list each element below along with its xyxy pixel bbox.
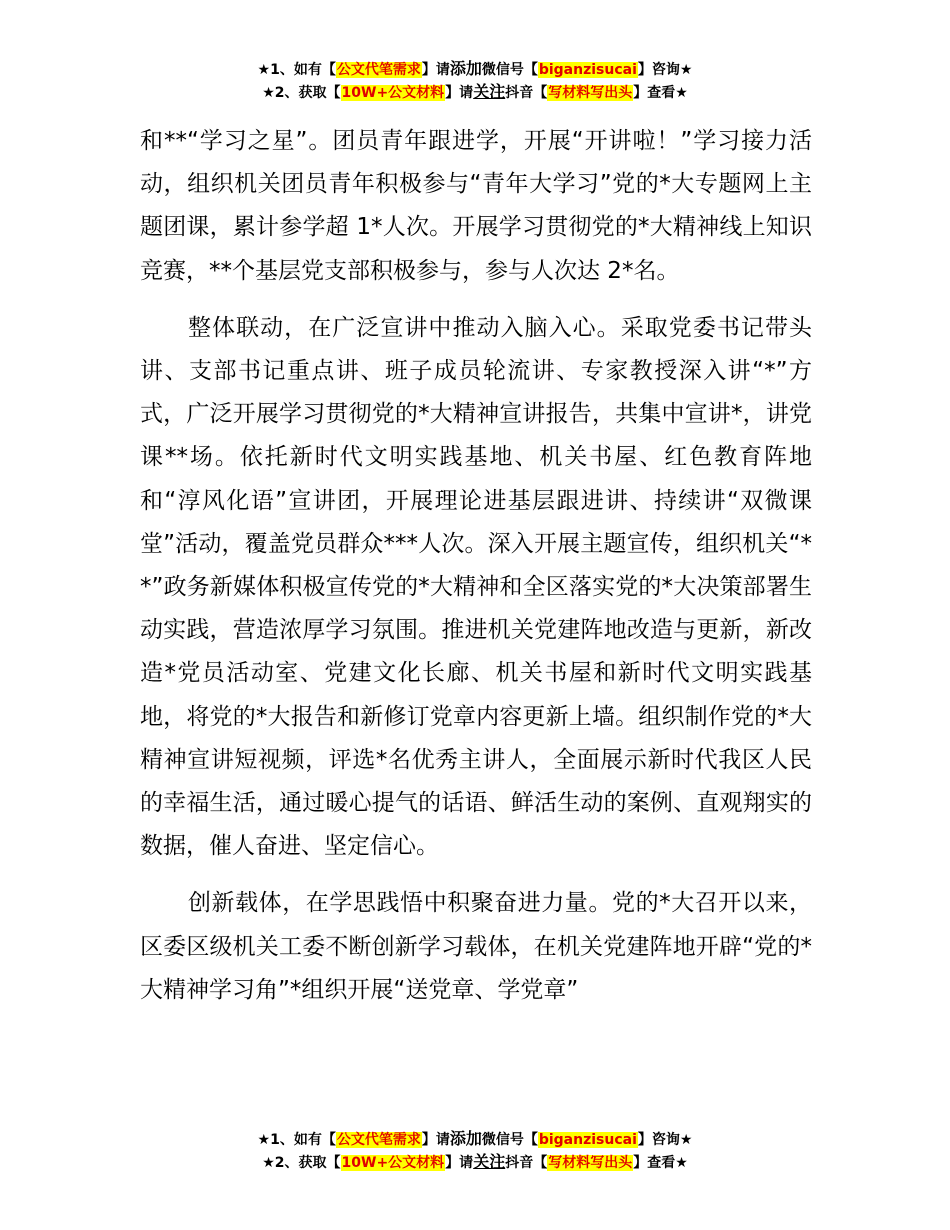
header-line-1-prefix: ★1、如有【 [257,62,336,78]
footer-highlight-wechat-id: biganzisucai [538,1132,637,1148]
header-highlight-ghostwriting: 公文代笔需求 [336,62,421,78]
header-line-2-emphasis: 关注 [473,82,506,101]
footer-line-2-text-2: 抖音【 [505,1155,548,1171]
footer-line-1-suffix: 】咨询★ [637,1132,693,1148]
header-line-1-suffix: 】咨询★ [637,62,693,78]
footer-line-1-prefix: ★1、如有【 [257,1132,336,1148]
footer-line-2-prefix: ★2、获取【 [262,1155,341,1171]
footer-line-2-text: 】请 [445,1155,474,1171]
header-line-2 [0,81,950,104]
header-line-2-text: 】请 [445,85,474,101]
paragraph-1: 和**“学习之星”。团员青年跟进学，开展“开讲啦！”学习接力活动，组织机关团员青年积极参与“青年大学习”党的*大专题网上主题团课，累计参学超 1*人次。开展学习贯彻党的*大精神线上知识竞赛，**个基层党支部积极参与，参与人次达 2*名。 [140,128,812,284]
footer-line-2-suffix: 】查看★ [633,1155,688,1171]
header-line-2-prefix: ★2、获取【 [262,85,341,101]
paragraph-3: 创新载体，在学思践悟中积聚奋进力量。党的*大召开以来，区委区级机关工委不断创新学习载体，在机关党建阵地开辟“党的*大精神学习角”*组织开展“送党章、学党章” [140,890,812,1003]
header-line-1 [0,58,950,81]
footer-highlight-douyin-id: 写材料写出头 [548,1155,633,1171]
header-line-1-emphasis: 添加 [449,59,482,78]
footer-line-1 [0,1128,950,1151]
header-line-1-text-2: 微信号【 [481,62,538,78]
footer-highlight-ghostwriting: 公文代笔需求 [336,1132,421,1148]
footer-line-2-emphasis: 关注 [473,1152,506,1171]
footer-line-1-text-2: 微信号【 [481,1132,538,1148]
footer-line-1-emphasis: 添加 [449,1129,482,1148]
header-highlight-materials: 10W+公文材料 [341,85,445,101]
header-line-1-text: 】请 [421,62,450,78]
footer-line-2 [0,1151,950,1174]
footer-banner [0,1128,950,1174]
header-highlight-wechat-id: biganzisucai [538,62,637,78]
footer-highlight-materials: 10W+公文材料 [341,1155,445,1171]
footer-line-1-text: 】请 [421,1132,450,1148]
header-banner [0,58,950,104]
header-line-2-suffix: 】查看★ [633,85,688,101]
paragraph-2: 整体联动，在广泛宣讲中推动入脑入心。采取党委书记带头讲、支部书记重点讲、班子成员轮流讲、专家教授深入讲“*”方式，广泛开展学习贯彻党的*大精神宣讲报告，共集中宣讲*，讲党课**场。依托新时代文明实践基地、机关书屋、红色教育阵地和“淳风化语”宣讲团，开展理论进基层跟进讲、持续讲“双微课堂”活动，覆盖党员群众***人次。深入开展主题宣传，组织机关“**”政务新媒体积极宣传党的*大精神和全区落实党的*大决策部署生动实践，营造浓厚学习氛围。推进机关党建阵地改造与更新，新改造*党员活动室、党建文化长廊、机关书屋和新时代文明实践基地，将党的*大报告和新修订党章内容更新上墙。组织制作党的*大精神宣讲短视频，评选*名优秀主讲人，全面展示新时代我区人民的幸福生活，通过暖心提气的话语、鲜活生动的案例、直观翔实的数据，催人奋进、坚定信心。 [140,314,812,860]
header-line-2-text-2: 抖音【 [505,85,548,101]
header-highlight-douyin-id: 写材料写出头 [548,85,633,101]
document-body [140,120,812,1026]
